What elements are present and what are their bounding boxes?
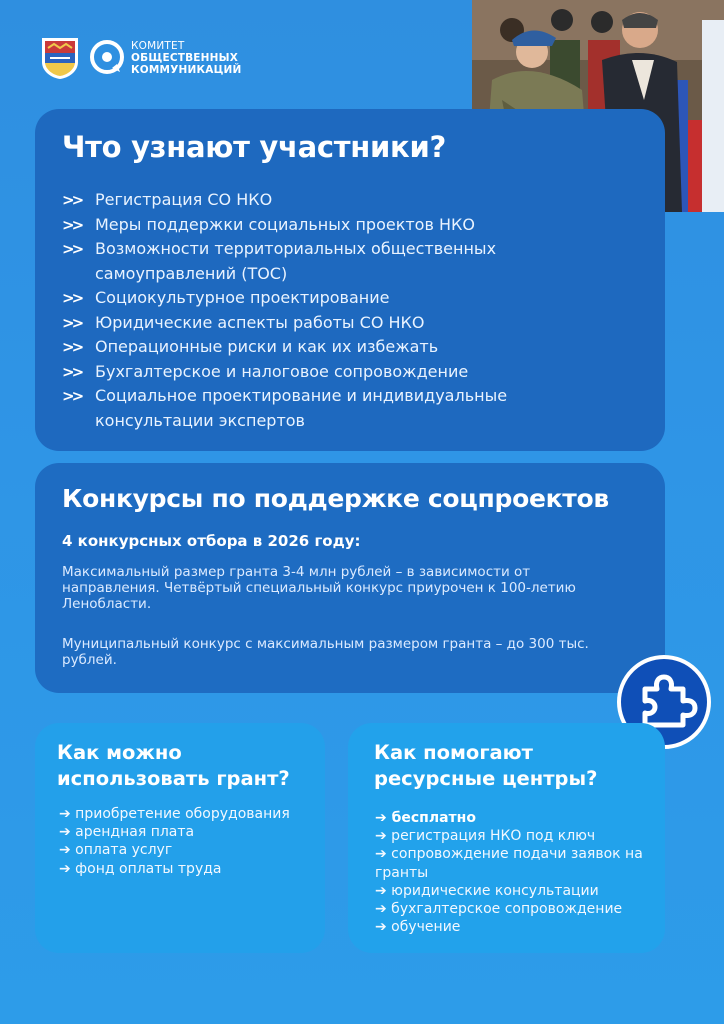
- resource-centers-title: Как помогают ресурсные центры?: [374, 741, 598, 790]
- grant-usage-title: Как можно использовать грант?: [57, 741, 290, 790]
- double-chevron-icon: >>: [62, 362, 82, 381]
- list-item: ➔ приобретение оборудования: [59, 806, 290, 822]
- list-item: ➔ фонд оплаты труда: [59, 860, 222, 877]
- list-item-text: Социокультурное проектирование: [95, 288, 390, 307]
- list-item: [62, 213, 602, 238]
- org-name-line2: ОБЩЕСТВЕННЫХ: [131, 52, 239, 64]
- list-item: ➔ бесплатно: [375, 810, 476, 826]
- org-name: [131, 40, 242, 76]
- list-item: ➔ обучение: [375, 919, 461, 936]
- list-item: [62, 286, 602, 311]
- speech-bubble-logo-icon: [90, 40, 124, 74]
- double-chevron-icon: >>: [62, 191, 82, 209]
- list-item-text: Бухгалтерское и налоговое сопровождение: [95, 361, 469, 381]
- grant-usage-list: [59, 805, 309, 878]
- list-item: [62, 237, 602, 286]
- contests-title: Конкурсы по поддержке соцпроектов: [62, 484, 609, 513]
- list-item-text: Социальное проектирование и индивидуальные консультации экспертов: [95, 386, 508, 430]
- list-item: ➔ регистрация НКО под ключ: [375, 828, 596, 845]
- participants-list: [62, 188, 602, 433]
- list-item: [62, 384, 602, 433]
- double-chevron-icon: >>: [62, 215, 82, 234]
- double-chevron-icon: >>: [62, 289, 82, 307]
- list-item-text: Регистрация СО НКО: [95, 190, 273, 209]
- list-item: ➔ юридические консультации: [375, 882, 599, 899]
- contests-paragraph-1: Максимальный размер гранта 3-4 млн рублей – в зависимости от направления. Четвёртый специальный конкурс приурочен к 100-летию Ленобласти.: [62, 564, 576, 612]
- list-item-text: Меры поддержки социальных проектов НКО: [95, 214, 475, 234]
- list-item-text: Операционные риски и как их избежать: [95, 337, 439, 356]
- double-chevron-icon: >>: [62, 313, 82, 332]
- list-item: ➔ сопровождение подачи заявок на гранты: [375, 846, 643, 881]
- contests-subtitle: 4 конкурсных отбора в 2026 году:: [62, 532, 361, 550]
- list-item-text: Юридические аспекты работы СО НКО: [95, 312, 425, 332]
- list-item: [62, 360, 602, 385]
- double-chevron-icon: >>: [62, 387, 82, 405]
- contests-paragraph-2: Муниципальный конкурс с максимальным размером гранта – до 300 тыс. рублей.: [62, 636, 589, 668]
- list-item: ➔ оплата услуг: [59, 842, 173, 859]
- double-chevron-icon: >>: [62, 240, 82, 258]
- resource-centers-list: [375, 809, 655, 936]
- list-item-text: Возможности территориальных общественных самоуправлений (ТОС): [95, 239, 497, 283]
- double-chevron-icon: >>: [62, 338, 82, 356]
- list-item: [62, 311, 602, 336]
- participants-title: Что узнают участники?: [62, 130, 446, 164]
- list-item: [62, 335, 602, 360]
- list-item: ➔ бухгалтерское сопровождение: [375, 901, 623, 918]
- list-item: [62, 188, 602, 213]
- coat-of-arms-icon: [40, 36, 80, 80]
- list-item: ➔ арендная плата: [59, 824, 195, 841]
- org-name-line3: КОММУНИКАЦИЙ: [131, 64, 242, 76]
- org-name-line1: КОМИТЕТ: [131, 40, 185, 52]
